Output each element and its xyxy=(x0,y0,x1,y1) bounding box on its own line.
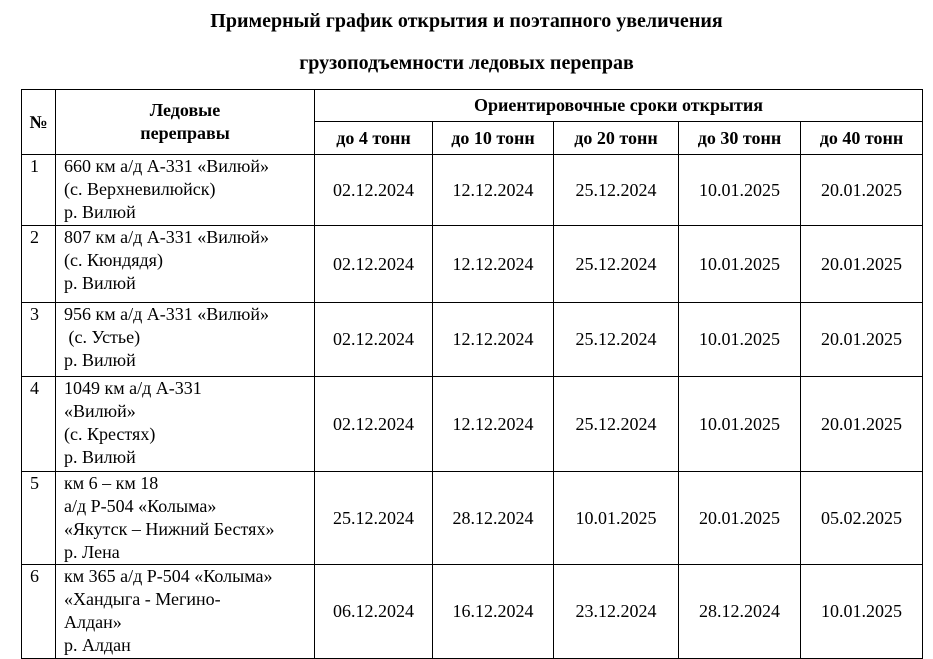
row-number: 4 xyxy=(22,377,56,472)
crossing-name xyxy=(56,155,315,226)
header-col-20t: до 20 тонн xyxy=(554,122,679,155)
row-number: 5 xyxy=(22,472,56,565)
date-4t: 02.12.2024 xyxy=(315,155,433,226)
table-row xyxy=(22,377,923,472)
date-30t: 28.12.2024 xyxy=(679,565,801,659)
crossing-name-line: км 6 – км 18 xyxy=(64,473,159,493)
date-10t: 12.12.2024 xyxy=(433,303,554,377)
header-col-4t: до 4 тонн xyxy=(315,122,433,155)
date-10t: 28.12.2024 xyxy=(433,472,554,565)
crossing-name-line: (с. Кюндядя) xyxy=(64,250,163,270)
date-4t: 02.12.2024 xyxy=(315,226,433,303)
table-row xyxy=(22,155,923,226)
crossing-name-line: 956 км а/д А-331 «Вилюй» xyxy=(64,304,269,324)
date-40t: 20.01.2025 xyxy=(801,377,923,472)
row-number: 2 xyxy=(22,226,56,303)
date-40t: 05.02.2025 xyxy=(801,472,923,565)
crossing-name-line: Алдан» xyxy=(64,612,122,632)
header-col-30t: до 30 тонн xyxy=(679,122,801,155)
crossing-name-line: «Хандыга - Мегино- xyxy=(64,589,221,609)
table-row xyxy=(22,565,923,659)
crossing-name-line: р. Лена xyxy=(64,542,120,562)
crossing-name-line: 807 км а/д А-331 «Вилюй» xyxy=(64,227,269,247)
crossing-name-line: 660 км а/д А-331 «Вилюй» xyxy=(64,156,269,176)
crossing-name xyxy=(56,377,315,472)
row-number: 6 xyxy=(22,565,56,659)
header-col-10t: до 10 тонн xyxy=(433,122,554,155)
crossing-name-line: р. Вилюй xyxy=(64,273,136,293)
header-opening-dates: Ориентировочные сроки открытия xyxy=(315,90,923,122)
date-40t: 20.01.2025 xyxy=(801,303,923,377)
row-number: 1 xyxy=(22,155,56,226)
crossing-name xyxy=(56,303,315,377)
date-10t: 16.12.2024 xyxy=(433,565,554,659)
header-crossings-line-2: переправы xyxy=(140,123,230,143)
date-30t: 10.01.2025 xyxy=(679,303,801,377)
crossing-name-line: км 365 а/д Р-504 «Колыма» xyxy=(64,566,273,586)
crossing-name-line: (с. Верхневилюйск) xyxy=(64,179,216,199)
date-40t: 10.01.2025 xyxy=(801,565,923,659)
table-row xyxy=(22,303,923,377)
document-title-line-2: грузоподъемности ледовых переправ xyxy=(299,52,634,74)
date-30t: 10.01.2025 xyxy=(679,377,801,472)
crossing-name-line: р. Вилюй xyxy=(64,447,136,467)
date-40t: 20.01.2025 xyxy=(801,155,923,226)
ice-crossings-schedule-table xyxy=(21,89,923,659)
table-row xyxy=(22,472,923,565)
date-20t: 25.12.2024 xyxy=(554,155,679,226)
date-4t: 02.12.2024 xyxy=(315,377,433,472)
crossing-name-line: «Якутск – Нижний Бестях» xyxy=(64,519,275,539)
crossing-name-line: р. Алдан xyxy=(64,635,131,655)
date-4t: 06.12.2024 xyxy=(315,565,433,659)
header-crossings-line-1: Ледовые xyxy=(149,100,221,120)
date-30t: 20.01.2025 xyxy=(679,472,801,565)
date-30t: 10.01.2025 xyxy=(679,155,801,226)
header-crossings xyxy=(56,90,315,155)
document-title-line-1: Примерный график открытия и поэтапного увеличения xyxy=(210,10,723,32)
header-col-40t: до 40 тонн xyxy=(801,122,923,155)
date-10t: 12.12.2024 xyxy=(433,155,554,226)
date-20t: 25.12.2024 xyxy=(554,226,679,303)
date-20t: 25.12.2024 xyxy=(554,303,679,377)
crossing-name-line: «Вилюй» xyxy=(64,401,136,421)
crossing-name-line: а/д Р-504 «Колыма» xyxy=(64,496,217,516)
date-4t: 02.12.2024 xyxy=(315,303,433,377)
date-10t: 12.12.2024 xyxy=(433,226,554,303)
crossing-name-line: р. Вилюй xyxy=(64,202,136,222)
crossing-name xyxy=(56,565,315,659)
crossing-name-line: (с. Устье) xyxy=(64,327,141,347)
date-20t: 23.12.2024 xyxy=(554,565,679,659)
date-30t: 10.01.2025 xyxy=(679,226,801,303)
crossing-name xyxy=(56,472,315,565)
date-20t: 10.01.2025 xyxy=(554,472,679,565)
crossing-name xyxy=(56,226,315,303)
header-number: № xyxy=(22,90,56,155)
crossing-name-line: 1049 км а/д А-331 xyxy=(64,378,202,398)
table-row xyxy=(22,226,923,303)
row-number: 3 xyxy=(22,303,56,377)
date-20t: 25.12.2024 xyxy=(554,377,679,472)
crossing-name-line: (с. Крестях) xyxy=(64,424,156,444)
date-4t: 25.12.2024 xyxy=(315,472,433,565)
date-40t: 20.01.2025 xyxy=(801,226,923,303)
crossing-name-line: р. Вилюй xyxy=(64,350,136,370)
date-10t: 12.12.2024 xyxy=(433,377,554,472)
